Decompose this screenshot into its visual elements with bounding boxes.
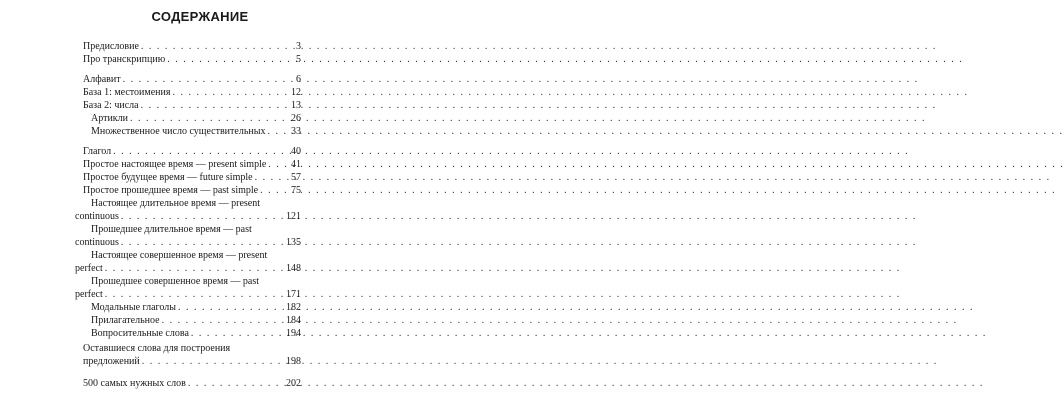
toc-entry-label: Артикли [91, 113, 129, 124]
toc-entry-first-line: Прошедшее совершенное время — past [91, 276, 260, 287]
toc-entry-label: 500 самых нужных слов [83, 378, 186, 389]
toc-entry-page: 3 [296, 41, 301, 52]
toc-entry-label: Алфавит [83, 74, 121, 85]
toc-entry-label: Предисловие [83, 41, 139, 52]
toc-entry-page: 33 [291, 126, 301, 137]
toc-entry-first-line: Прошедшее длительное время — past [91, 224, 252, 235]
toc-entry-label: Вопросительные слова [91, 328, 189, 339]
toc-entry-page: 198 [286, 356, 301, 367]
toc-entry [83, 377, 301, 391]
toc-entry-label: Модальные глаголы [91, 302, 176, 313]
toc-entry-label: continuous [75, 237, 119, 248]
toc-entry-label: Простое будущее время — future simple [83, 172, 253, 183]
toc-leader-dots [188, 377, 284, 391]
toc-entry [83, 355, 301, 369]
toc-entry-page: 40 [291, 146, 301, 157]
toc-entry-page: 41 [291, 159, 301, 170]
page-title: СОДЕРЖАНИЕ [151, 9, 249, 24]
toc-entry-page: 75 [291, 185, 301, 196]
toc-entry-page: 5 [296, 54, 301, 65]
toc-entry-page: 171 [286, 289, 301, 300]
toc-entry-page: 6 [296, 74, 301, 85]
toc-entry-first-line: Настоящее длительное время — present [91, 198, 260, 209]
toc-entry-label: Множественное число существительных [91, 126, 266, 137]
toc-entry-label: Прилагательное [91, 315, 160, 326]
toc-entry-label: Простое настоящее время — present simple [83, 159, 267, 170]
toc-entry-label: База 2: числа [83, 100, 139, 111]
toc-entry-label: предложений [83, 356, 140, 367]
toc-entry-label: perfect [75, 263, 103, 274]
toc-entry-page: 148 [286, 263, 301, 274]
toc-entry-label: Глагол [83, 146, 112, 157]
toc-entry-page: 135 [286, 237, 301, 248]
toc-entry-page: 202 [286, 378, 301, 389]
toc-entry-label: perfect [75, 289, 103, 300]
toc-entry-page: 13 [291, 100, 301, 111]
toc-entry-page: 194 [286, 328, 301, 339]
toc-entry-label: Про транскрипцию [83, 54, 166, 65]
toc-entry-first-line: Настоящее совершенное время — present [91, 250, 268, 261]
toc-entry-page: 182 [286, 302, 301, 313]
toc-entry-first-line: Оставшиеся слова для построения [83, 343, 231, 354]
toc-entry-page: 26 [291, 113, 301, 124]
toc-tail [0, 0, 400, 400]
toc-entry-page: 184 [286, 315, 301, 326]
toc-entry-label: Простое прошедшее время — past simple [83, 185, 259, 196]
toc-leader-dots [142, 355, 284, 369]
toc-entry-page: 57 [291, 172, 301, 183]
toc-entry-label: База 1: местоимения [83, 87, 171, 98]
toc-entry-page: 121 [286, 211, 301, 222]
toc-entry-page: 12 [291, 87, 301, 98]
toc-entry-label: continuous [75, 211, 119, 222]
